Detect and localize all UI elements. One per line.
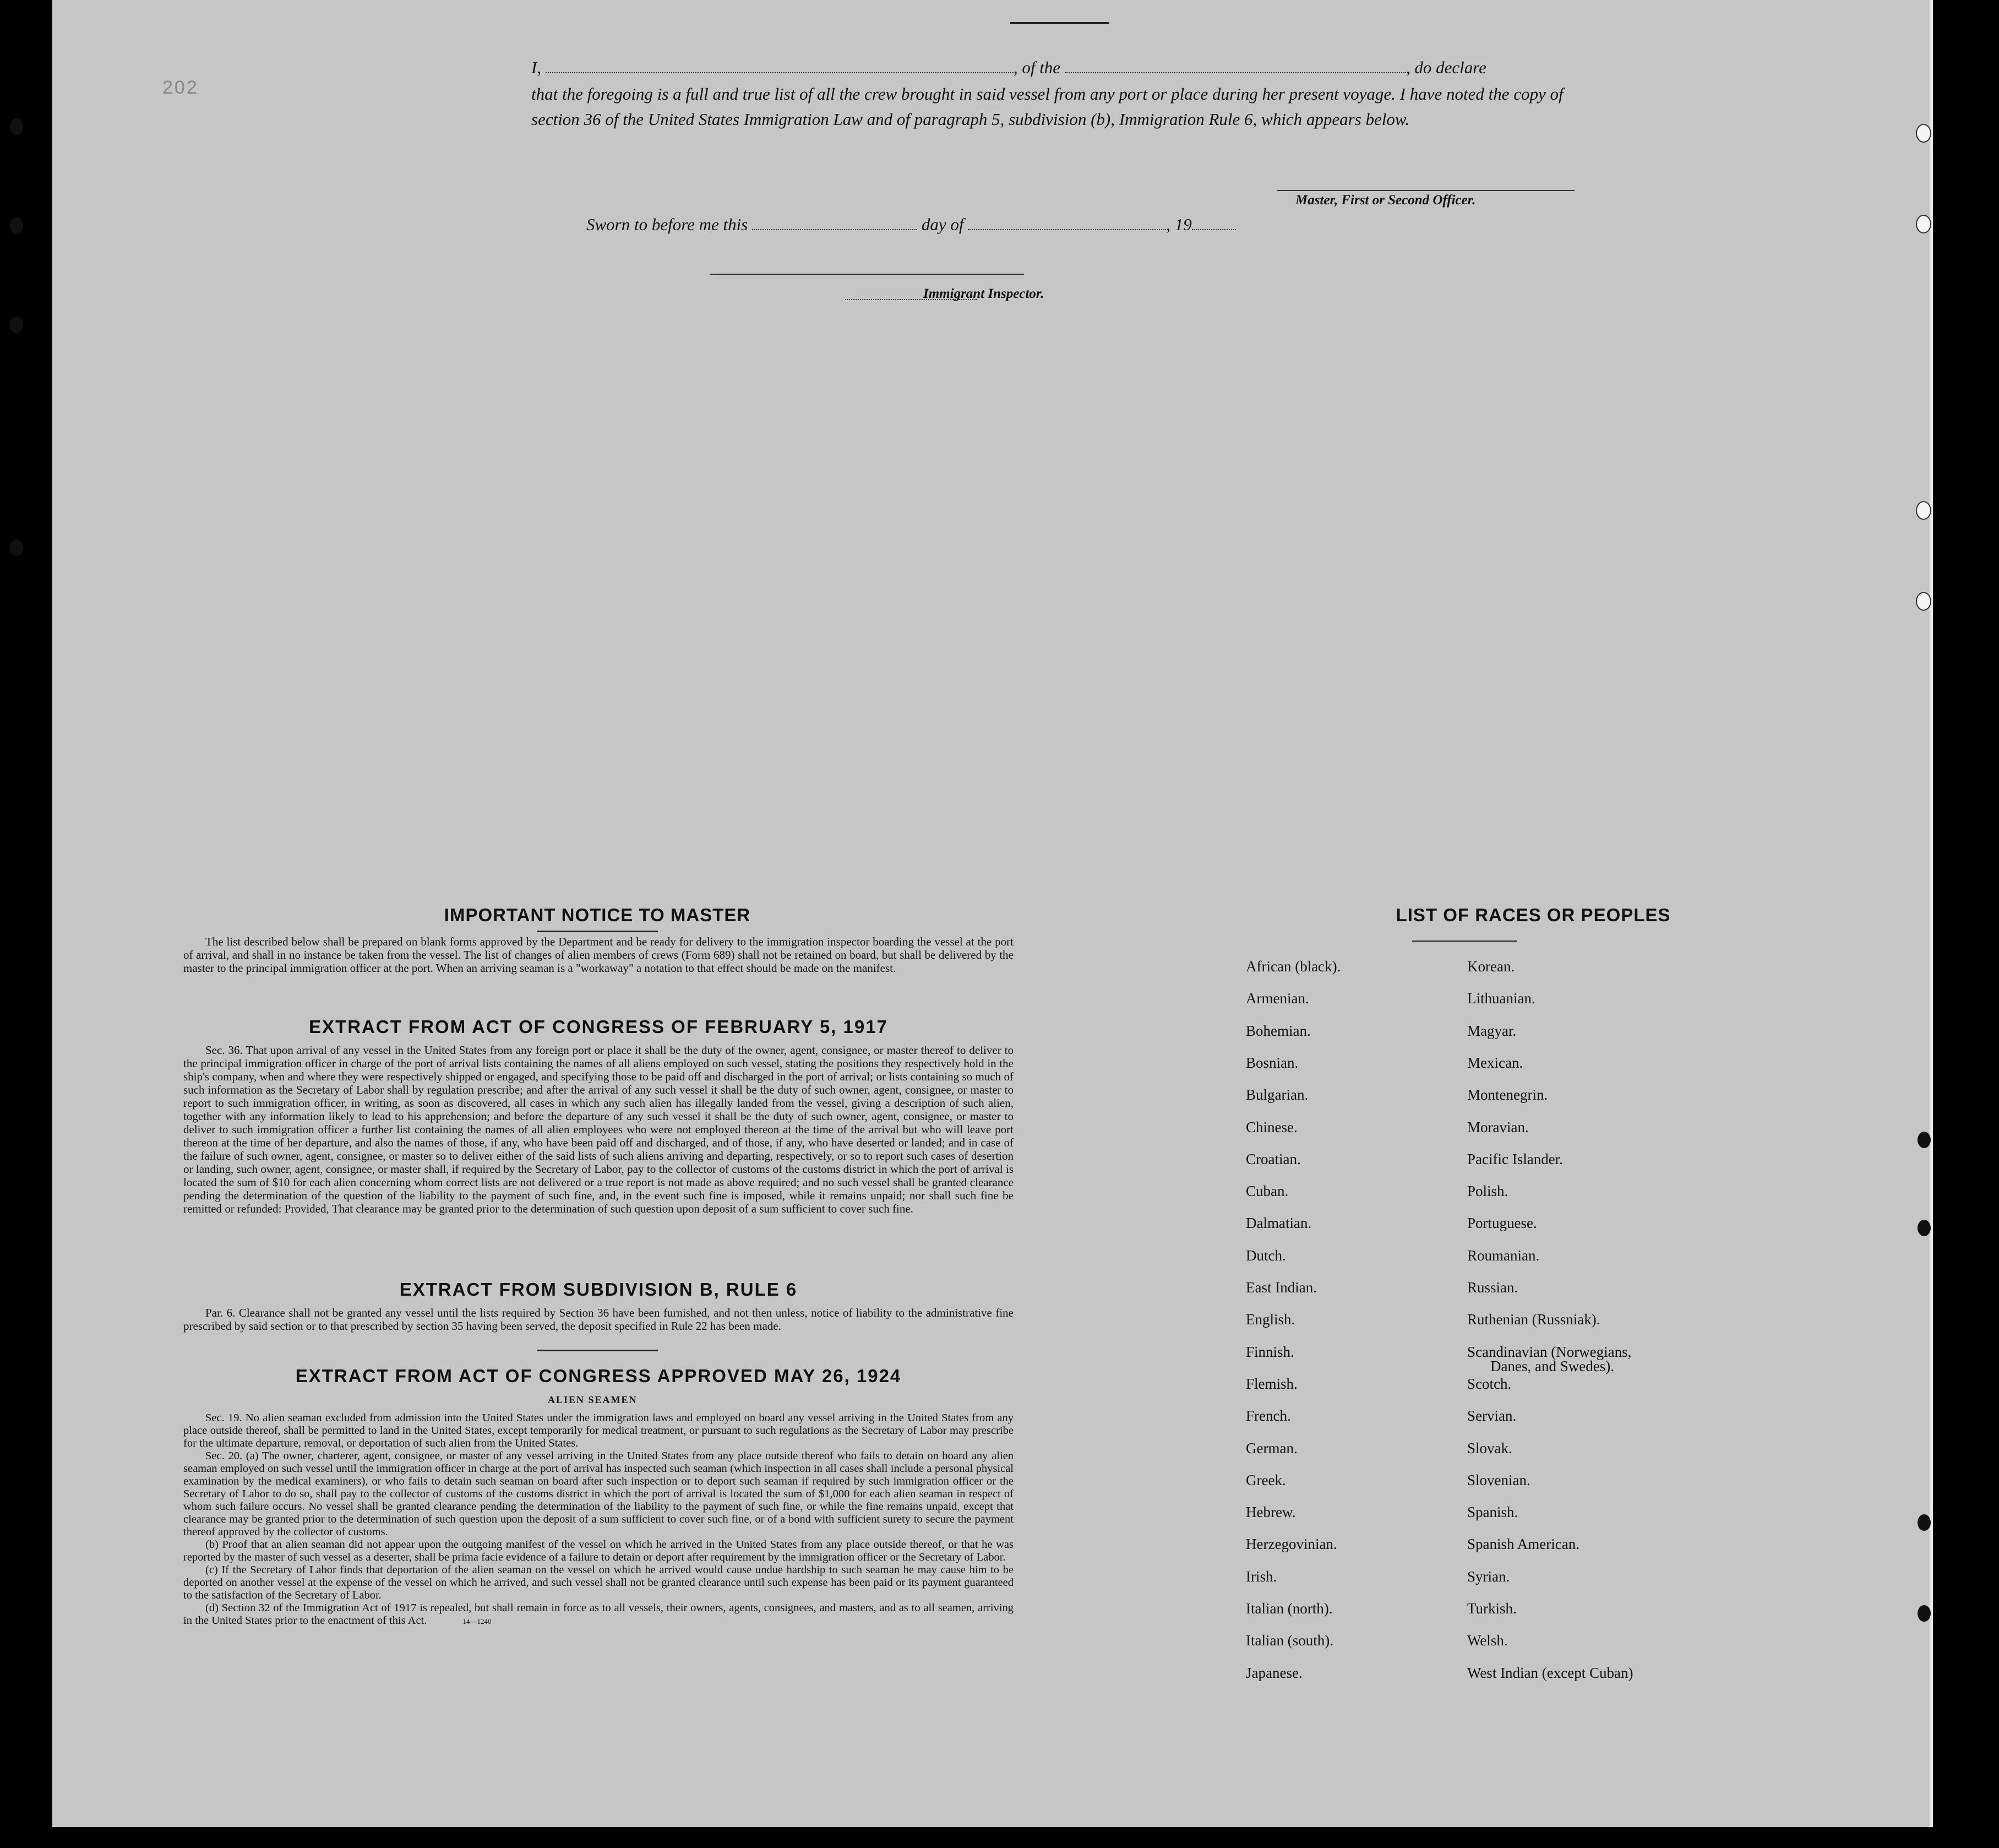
punch-hole-right	[1916, 501, 1931, 520]
master-signature-line[interactable]	[1277, 190, 1575, 191]
notice-rule	[537, 931, 658, 932]
act-1917-paragraph: Sec. 36. That upon arrival of any vessel in the United States from any foreign port or place it shall be the duty of the owner, agent, consignee, or master thereof to deliver to the principal immigration officer in charge of the port of arrival lists containing the names of all aliens employed on such vessel, stating the positions they respectively hold in the ship's company, when and where they were respectively shipped or engaged, and specifying those to be paid off and discharged in the port of arrival; or lists containing so much of such information as the Secretary of Labor shall by regulation prescribe; and after the arrival of any such vessel it shall be the duty of such owner, agent, consignee, or master to report to such immigration officer, in writing, as soon as discovered, all cases in which any such alien has illegally landed from the vessel, giving a description of such alien, together with any information likely to lead to his apprehension; and before the departure of any such vessel it shall be the duty of such owner, agent, consignee, or master to deliver to such immigration officer a further list containing the names of all alien employees who were not employed thereon at the time of the arrival but who will leave port thereon at the time of her departure, and also the names of those, if any, who have been paid off and discharged, and of those, if any, who have deserted or landed; and in case of the failure of such owner, agent, consignee, or master so to deliver either of the said lists of such aliens arriving and departing, respectively, or so to report such cases of desertion or landing, such owner, agent, consignee, or master shall, if required by the Secretary of Labor, pay to the collector of customs of the customs district in which the port of arrival is located the sum of $10 for each alien concerning whom correct lists are not delivered or a true report is not made as above required; and no such vessel shall be granted clearance pending the determination of the question of the liability to the payment of such fine, and, in the event such fine is imposed, while it remains unpaid; nor shall such fine be remitted or refunded: Provided, That clearance may be granted prior to the determination of such question upon deposit of a sum sufficient to cover such fine.	[183, 1043, 1014, 1215]
year-prefix: , 19	[1166, 215, 1192, 234]
act-1924-sec-20d	[183, 1602, 1014, 1628]
race-item: West Indian (except Cuban)	[1467, 1664, 1633, 1681]
race-item: Portuguese.	[1467, 1215, 1537, 1232]
race-item: German.	[1246, 1439, 1298, 1456]
rule-6-paragraph: Par. 6. Clearance shall not be granted any vessel until the lists required by Section 36 have been furnished, and not then unless, notice of liability to the administrative fine prescribed by said section or to that prescribed by section 35 having been served, the deposit specified in Rule 22 has been made.	[183, 1306, 1014, 1333]
race-item: Italian (south).	[1246, 1632, 1333, 1649]
act-1924-title: EXTRACT FROM ACT OF CONGRESS APPROVED MAY 26, 1924	[295, 1366, 902, 1386]
races-rule	[1412, 941, 1517, 942]
notice-body	[183, 935, 1014, 975]
race-item: Scandinavian (Norwegians,	[1467, 1343, 1632, 1360]
race-item: Korean.	[1467, 958, 1515, 975]
punch-hole-right	[1918, 1220, 1931, 1236]
declaration-body: that the foregoing is a full and true list of all the crew brought in said vessel from any port or place during her present voyage. I have noted the copy of section 36 of the United States Immigration Law and of paragraph 5, subdivision (b), Immigration Rule 6, which appears below.	[531, 84, 1564, 129]
year-blank[interactable]	[1192, 229, 1236, 230]
document-sheet	[52, 0, 1933, 1827]
race-item: Scotch.	[1467, 1375, 1512, 1392]
punch-hole-right	[1918, 1132, 1931, 1148]
race-item: Italian (north).	[1246, 1600, 1333, 1617]
race-item: Syrian.	[1467, 1568, 1510, 1585]
race-item: Finnish.	[1246, 1343, 1294, 1360]
race-item: Roumanian.	[1467, 1247, 1540, 1264]
punch-hole-left	[10, 540, 23, 556]
alien-seamen-heading: ALIEN SEAMEN	[548, 1394, 638, 1405]
inspector-signature-line[interactable]	[710, 274, 1024, 275]
punch-hole-left	[10, 317, 23, 333]
race-item: Bulgarian.	[1246, 1086, 1309, 1104]
sworn-text: Sworn to before me this	[586, 215, 748, 234]
act-1924-sec-20d-text: (d) Section 32 of the Immigration Act of 1917 is repealed, but shall remain in force as to all vessels, their owners, agents, consignees, and masters, and as to all seamen, arriving in the United States prior to the enactment of this Act.	[183, 1602, 1014, 1627]
notice-title: IMPORTANT NOTICE TO MASTER	[444, 905, 751, 925]
race-item: Pacific Islander.	[1467, 1150, 1563, 1167]
race-item: Bosnian.	[1246, 1054, 1299, 1071]
race-item: Mexican.	[1467, 1054, 1523, 1071]
decl-do-declare: , do declare	[1406, 58, 1486, 77]
race-item: Dalmatian.	[1246, 1215, 1312, 1232]
races-title: LIST OF RACES OR PEOPLES	[1396, 905, 1671, 925]
punch-hole-left	[10, 118, 23, 135]
race-item: Danes, and Swedes).	[1490, 1357, 1614, 1374]
race-item: East Indian.	[1246, 1279, 1317, 1296]
decl-of-the: , of the	[1013, 58, 1061, 77]
master-label: Master, First or Second Officer.	[1295, 193, 1476, 208]
act-1917-body	[183, 1043, 1014, 1215]
punch-hole-right	[1916, 215, 1931, 233]
race-item: Spanish American.	[1467, 1536, 1579, 1553]
race-item: Lithuanian.	[1467, 990, 1535, 1007]
race-item: Chinese.	[1246, 1118, 1298, 1135]
race-item: Dutch.	[1246, 1247, 1286, 1264]
race-item: English.	[1246, 1311, 1295, 1328]
decl-i: I,	[531, 58, 542, 77]
race-item: Moravian.	[1467, 1118, 1529, 1135]
punch-hole-right	[1916, 124, 1931, 143]
page-stamp-faded: 202	[162, 77, 199, 98]
race-item: Turkish.	[1467, 1600, 1517, 1617]
declaration-line	[531, 55, 1599, 80]
race-item: Russian.	[1467, 1279, 1518, 1296]
form-number: 14—1240	[462, 1617, 492, 1626]
act-1924-sec-20c: (c) If the Secretary of Labor finds that deportation of the alien seaman on the vessel on which he arrived would cause undue hardship to such seaman he may cause him to be deported on another vessel at the expense of the vessel on which he arrived, and such vessel shall not be granted clearance until such expense has been paid or its payment guaranteed to the satisfaction of the Secretary of Labor.	[183, 1564, 1014, 1601]
race-item: Japanese.	[1246, 1664, 1303, 1681]
punch-hole-right	[1916, 592, 1931, 611]
day-blank[interactable]	[752, 229, 917, 230]
punch-hole-right	[1918, 1514, 1931, 1531]
top-rule	[1010, 22, 1109, 24]
vessel-blank[interactable]	[1065, 72, 1406, 73]
notice-paragraph: The list described below shall be prepared on blank forms approved by the Department and be ready for delivery to the immigration inspector boarding the vessel at the port of arrival, and shall in no instance be taken from the vessel. The list of changes of alien members of crews (Form 689) shall not be retained on board, but shall be delivered by the master to the principal immigration officer at the port. When an arriving seaman is a "workaway" a notation to that effect should be made on the manifest.	[183, 935, 1014, 975]
race-item: Servian.	[1467, 1407, 1517, 1425]
race-item: African (black).	[1246, 958, 1341, 975]
race-item: Cuban.	[1246, 1183, 1289, 1200]
rule-6-title: EXTRACT FROM SUBDIVISION B, RULE 6	[399, 1279, 798, 1300]
act-1924-sec-20b: (b) Proof that an alien seaman did not appear upon the outgoing manifest of the vessel on which he arrived in the United States from any place outside thereof, or that he was reported by the master of such vessel as a deserter, shall be prima facie evidence of a failure to detain or deport after requirement by the immigration officer or the Secretary of Labor.	[183, 1539, 1014, 1563]
race-item: Greek.	[1246, 1471, 1286, 1488]
race-item: Irish.	[1246, 1568, 1277, 1585]
act-1924-sec-19: Sec. 19. No alien seaman excluded from admission into the United States under the immigration laws and employed on board any vessel arriving in the United States from any place outside thereof, shall be permitted to land in the United States, except temporarily for medical treatment, or pursuant to such regulations as the Secretary of Labor may prescribe for the ultimate departure, removal, or deportation of such alien from the United States.	[183, 1412, 1014, 1449]
race-item: Bohemian.	[1246, 1022, 1311, 1039]
race-item: Croatian.	[1246, 1150, 1301, 1167]
race-item: Montenegrin.	[1467, 1086, 1548, 1104]
act-1924-sec-20a: Sec. 20. (a) The owner, charterer, agent, consignee, or master of any vessel arriving in the United States from any place outside thereof who fails to detain on board any alien seaman employed on such vessel until the immigration officer in charge at the port of arrival has inspected such seaman (which inspection in all cases shall include a personal physical examination by the medical examiners), or who fails to detain such seaman on board after such inspection or to deport such seaman if required by such immigration officer or the Secretary of Labor to do so, shall pay to the collector of customs of the customs district in which the port of arrival is located the sum of $1,000 for each alien seaman in respect of whom such failure occurs. No vessel shall be granted clearance pending the determination of the liability to the payment of such fine, or while the fine remains unpaid, except that clearance may be granted prior to the determination of such question upon the deposit of a sum sufficient to cover such fine, or of a bond with sufficient surety to secure the payment thereof approved by the collector of customs.	[183, 1450, 1014, 1538]
race-item: French.	[1246, 1407, 1291, 1425]
race-item: Ruthenian (Russniak).	[1467, 1311, 1600, 1328]
act-1917-title: EXTRACT FROM ACT OF CONGRESS OF FEBRUARY 5, 1917	[309, 1017, 888, 1037]
race-item: Slovak.	[1467, 1439, 1512, 1456]
punch-hole-left	[10, 218, 23, 234]
race-item: Herzegovinian.	[1246, 1536, 1337, 1553]
race-item: Slovenian.	[1467, 1471, 1530, 1488]
race-item: Hebrew.	[1246, 1504, 1296, 1521]
race-item: Spanish.	[1467, 1504, 1518, 1521]
month-blank[interactable]	[968, 229, 1166, 230]
day-of-text: day of	[921, 215, 964, 234]
race-item: Polish.	[1467, 1183, 1508, 1200]
sworn-line	[586, 215, 1236, 235]
name-blank[interactable]	[546, 72, 1014, 73]
rule-6-body	[183, 1306, 1014, 1333]
act-1924-body	[183, 1412, 1014, 1628]
rule-6-divider	[537, 1350, 658, 1351]
inspector-label: Immigrant Inspector.	[923, 286, 1044, 301]
race-item: Magyar.	[1467, 1022, 1517, 1039]
punch-hole-right	[1918, 1605, 1931, 1622]
race-item: Welsh.	[1467, 1632, 1508, 1649]
race-item: Armenian.	[1246, 990, 1309, 1007]
race-item: Flemish.	[1246, 1375, 1298, 1392]
